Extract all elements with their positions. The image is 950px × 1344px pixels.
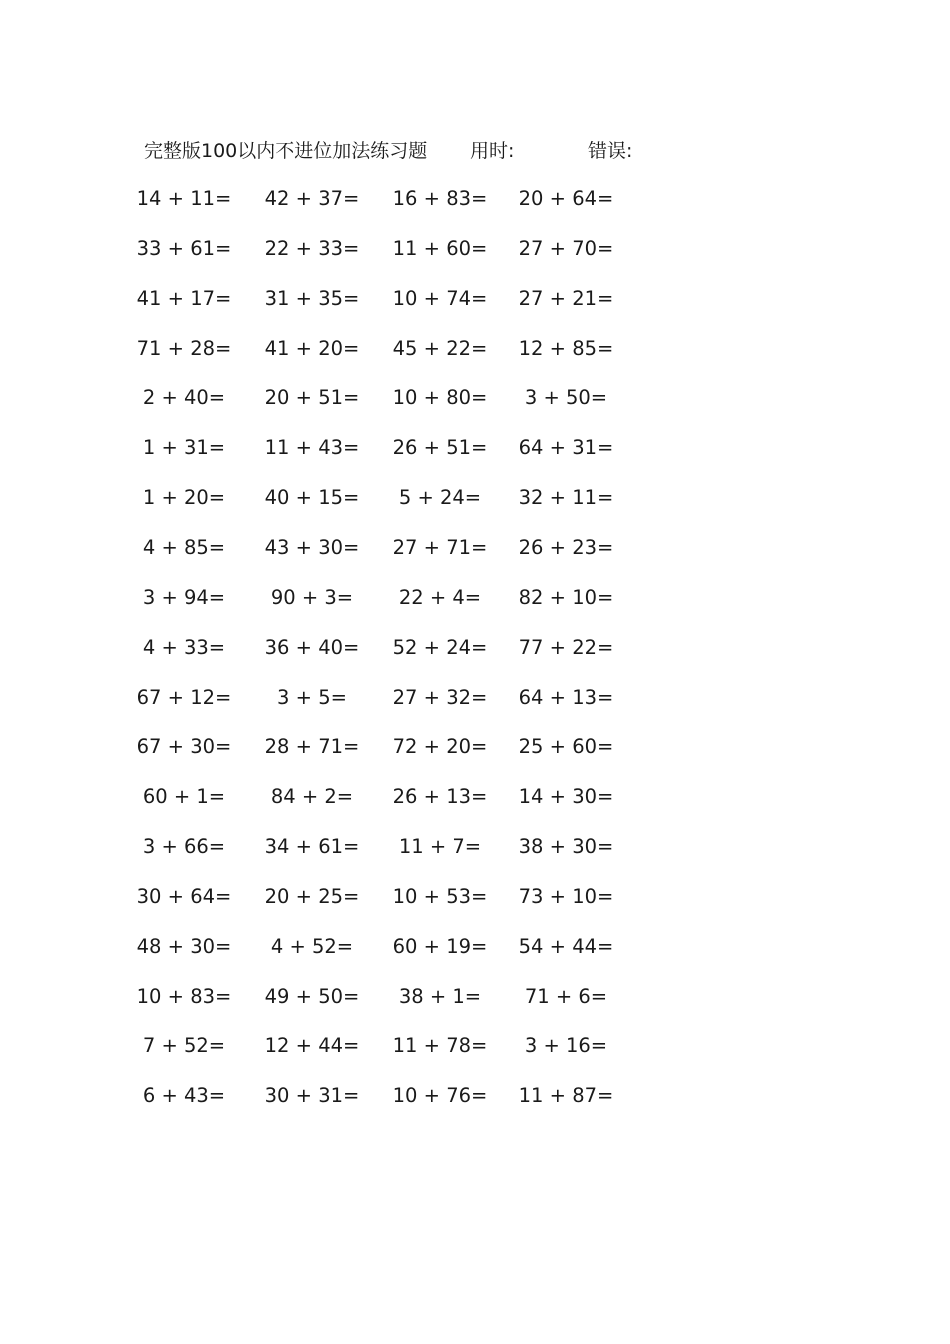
problem-row [0,485,950,511]
problem-item: 3 + 66= [142,835,226,859]
problem-item: 3 + 5= [277,685,347,709]
problem-item: 10 + 80= [392,386,488,410]
problem-item: 71 + 6= [524,984,608,1008]
problem-item: 26 + 13= [392,785,488,809]
problem-item: 82 + 10= [518,585,614,609]
time-label: 用时: [470,140,515,162]
problem-row [0,286,950,312]
problem-item: 3 + 16= [524,1034,608,1058]
problem-row [0,585,950,611]
problem-row [0,934,950,960]
problem-item: 64 + 31= [518,436,614,460]
problem-item: 26 + 51= [392,436,488,460]
problem-item: 14 + 11= [136,187,232,210]
problem-row [0,984,950,1010]
problem-item: 41 + 17= [136,286,232,310]
problem-item: 60 + 19= [392,934,488,958]
problem-item: 6 + 43= [142,1084,226,1108]
problem-item: 31 + 35= [264,286,360,310]
problem-item: 48 + 30= [136,934,232,958]
problem-item: 11 + 7= [398,835,482,859]
problem-item: 73 + 10= [518,884,614,908]
problem-row [0,1083,950,1109]
problem-row [0,884,950,910]
problem-item: 90 + 3= [270,585,354,609]
problem-item: 72 + 20= [392,735,488,759]
problem-item: 20 + 25= [264,884,360,908]
problem-item: 38 + 1= [398,984,482,1008]
problem-item: 52 + 24= [392,635,488,659]
problem-row [0,435,950,461]
problem-row [0,535,950,561]
problem-item: 3 + 94= [142,585,226,609]
problem-item: 67 + 30= [136,735,232,759]
problem-item: 22 + 4= [398,585,482,609]
problem-item: 25 + 60= [518,735,614,759]
problem-item: 30 + 64= [136,884,232,908]
problem-item: 22 + 33= [264,236,360,260]
problem-row [0,834,950,860]
problem-item: 5 + 24= [398,486,482,510]
problem-row [0,236,950,262]
problem-item: 45 + 22= [392,336,488,360]
problem-item: 41 + 20= [264,336,360,360]
problem-item: 67 + 12= [136,685,232,709]
problem-row [0,635,950,661]
problem-item: 3 + 50= [524,386,608,410]
problem-item: 4 + 52= [270,934,354,958]
problem-item: 14 + 30= [518,785,614,809]
problem-item: 10 + 74= [392,286,488,310]
problem-item: 10 + 53= [392,884,488,908]
problem-item: 84 + 2= [270,785,354,809]
problem-item: 60 + 1= [142,785,226,809]
problem-item: 10 + 83= [136,984,232,1008]
problem-item: 43 + 30= [264,535,360,559]
problem-row [0,186,950,212]
problem-row [0,385,950,411]
problem-row [0,784,950,810]
problem-item: 54 + 44= [518,934,614,958]
problem-item: 11 + 78= [392,1034,488,1058]
problem-item: 27 + 71= [392,535,488,559]
problem-item: 34 + 61= [264,835,360,859]
problem-item: 27 + 70= [518,236,614,260]
problem-item: 2 + 40= [142,386,226,410]
problem-item: 7 + 52= [142,1034,226,1058]
problem-item: 77 + 22= [518,635,614,659]
problem-item: 12 + 44= [264,1034,360,1058]
problem-item: 38 + 30= [518,835,614,859]
problem-item: 64 + 13= [518,685,614,709]
problem-item: 10 + 76= [392,1084,488,1108]
problem-item: 71 + 28= [136,336,232,360]
problem-item: 20 + 64= [518,187,614,210]
problem-item: 20 + 51= [264,386,360,410]
problem-item: 27 + 32= [392,685,488,709]
problem-item: 4 + 33= [142,635,226,659]
problem-row [0,685,950,711]
problem-item: 26 + 23= [518,535,614,559]
problem-item: 49 + 50= [264,984,360,1008]
error-label: 错误: [588,140,633,162]
problem-item: 11 + 87= [518,1084,614,1108]
problem-row [0,1033,950,1059]
problem-item: 4 + 85= [142,535,226,559]
worksheet-header [144,138,844,164]
problem-item: 11 + 43= [264,436,360,460]
problem-row [0,734,950,760]
problem-item: 16 + 83= [392,187,488,210]
problem-item: 33 + 61= [136,236,232,260]
problem-item: 40 + 15= [264,486,360,510]
problem-item: 32 + 11= [518,486,614,510]
problem-item: 11 + 60= [392,236,488,260]
problem-item: 1 + 31= [142,436,226,460]
problem-item: 30 + 31= [264,1084,360,1108]
problem-item: 27 + 21= [518,286,614,310]
problem-item: 12 + 85= [518,336,614,360]
worksheet-title: 完整版100以内不进位加法练习题 [144,140,428,162]
problem-item: 42 + 37= [264,187,360,210]
problem-row [0,336,950,362]
problem-item: 1 + 20= [142,486,226,510]
problem-item: 36 + 40= [264,635,360,659]
problem-item: 28 + 71= [264,735,360,759]
